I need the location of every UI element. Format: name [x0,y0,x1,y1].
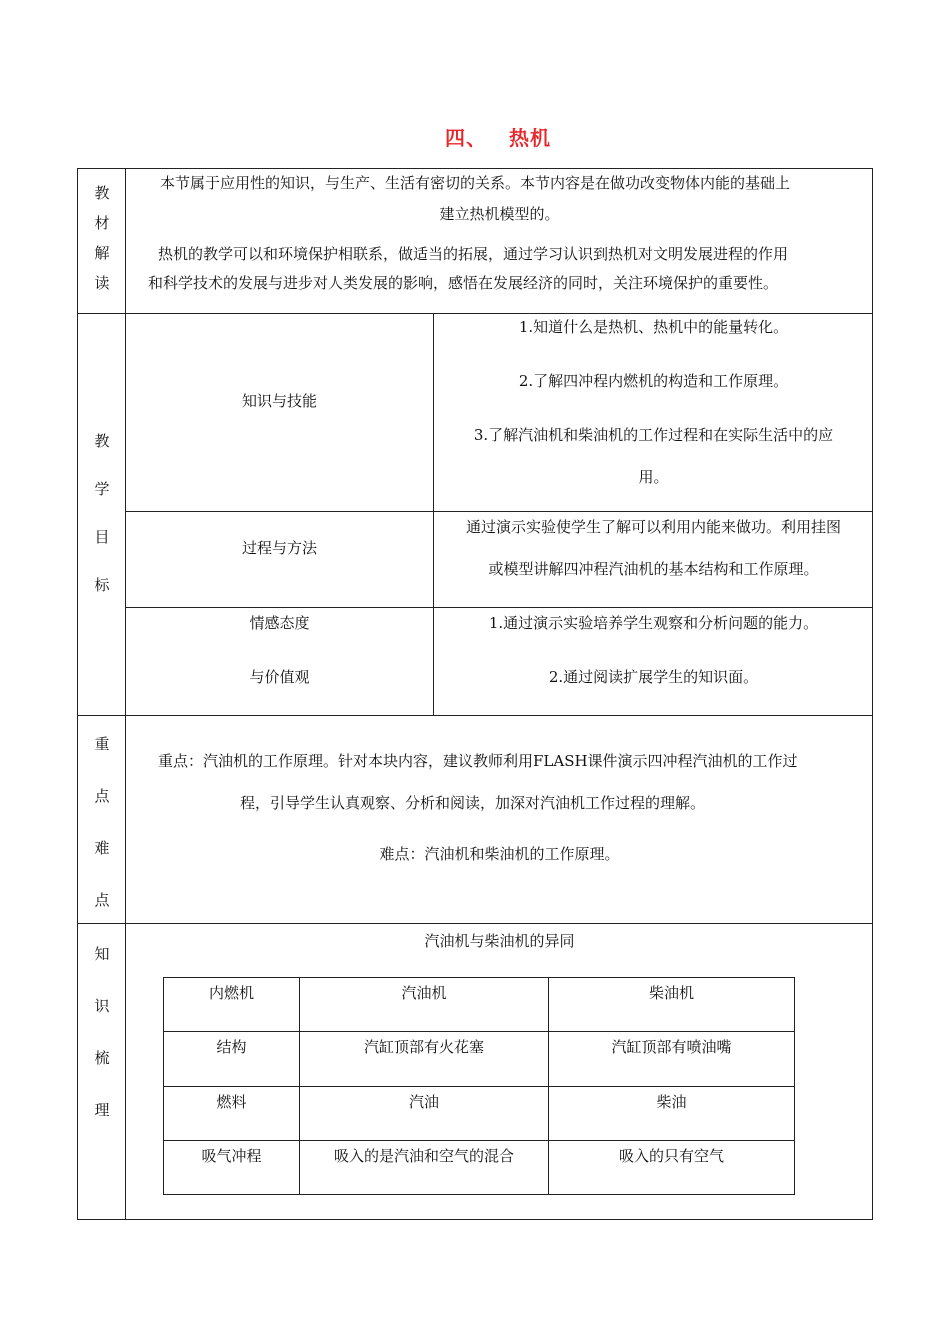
page-title [0,122,950,151]
table-cell: 燃料 [163,1086,300,1141]
knowledge-item-3-line1: 3.了解汽油机和柴油机的工作过程和在实际生活中的应 [473,426,834,444]
goal-process-label: 过程与方法 [241,539,317,557]
row-divider [77,313,873,314]
textbook-para2-line1: 热机的教学可以和环境保护相联系，做适当的拓展，通过学习认识到热机对文明发展进程的作用 [158,245,789,263]
table-cell: 汽缸顶部有喷油嘴 [548,1031,795,1087]
table-cell: 结构 [163,1031,300,1087]
textbook-para1-line1: 本节属于应用性的知识，与生产、生活有密切的关系。本节内容是在做功改变物体内能的基础上 [160,174,791,192]
key-point-line-2: 程，引导学生认真观察、分析和阅读，加深对汽油机工作过程的理解。 [240,794,706,812]
goals-side-label: 教 学 目 标 [94,432,110,594]
textbook-content [126,170,873,312]
table-cell: 汽油 [299,1086,549,1141]
goal-process-content [434,516,873,579]
emotion-item-2: 2.通过阅读扩展学生的知识面。 [548,668,759,686]
difficult-point: 难点：汽油机和柴油机的工作原理。 [379,845,620,863]
knowledge-item-1: 1.知道什么是热机、热机中的能量转化。 [518,318,789,336]
goal-emotion-label [126,612,433,687]
table-header-cell: 内燃机 [163,977,300,1032]
emotion-label-line-2: 与价值观 [249,668,310,686]
emotion-item-1: 1.通过演示实验培养学生观察和分析问题的能力。 [488,614,819,632]
table-cell: 吸气冲程 [163,1140,300,1195]
table-cell: 柴油 [548,1086,795,1141]
knowledge-item-3-line2: 用。 [638,468,669,486]
goal-knowledge-label: 知识与技能 [241,392,317,410]
emotion-label-line-1: 情感态度 [249,614,310,632]
comparison-table-title: 汽油机与柴油机的异同 [424,932,575,950]
goals-row-divider [125,607,873,608]
textbook-para1-line2: 建立热机模型的。 [439,205,560,223]
process-line-2: 或模型讲解四冲程汽油机的基本结构和工作原理。 [488,560,819,578]
title-number: 四、 [445,126,487,150]
title-name: 热机 [509,126,551,150]
table-header-cell: 柴油机 [548,977,795,1032]
textbook-para2-line2: 和科学技术的发展与进步对人类发展的影响，感悟在发展经济的同时，关注环境保护的重要性。 [148,274,779,292]
keypoints-content [126,716,873,922]
table-cell: 吸入的是汽油和空气的混合 [299,1140,549,1195]
row-divider [77,923,873,924]
knowledge-item-2: 2.了解四冲程内燃机的构造和工作原理。 [518,372,789,390]
process-line-1: 通过演示实验使学生了解可以利用内能来做功。利用挂图 [465,518,841,536]
key-point-line-1: 重点：汽油机的工作原理。针对本块内容，建议教师利用FLASH课件演示四冲程汽油机的工作过 [158,752,798,770]
textbook-side-label: 教 材 解 读 [94,184,110,292]
goal-emotion-content [434,612,873,687]
goals-row-divider [125,511,873,512]
goal-knowledge-items [434,316,873,487]
review-side-label: 知 识 梳 理 [94,945,110,1119]
keypoints-side-label: 重 点 难 点 [94,735,110,909]
table-cell: 汽缸顶部有火花塞 [299,1031,549,1087]
table-header-cell: 汽油机 [299,977,549,1032]
table-cell: 吸入的只有空气 [548,1140,795,1195]
